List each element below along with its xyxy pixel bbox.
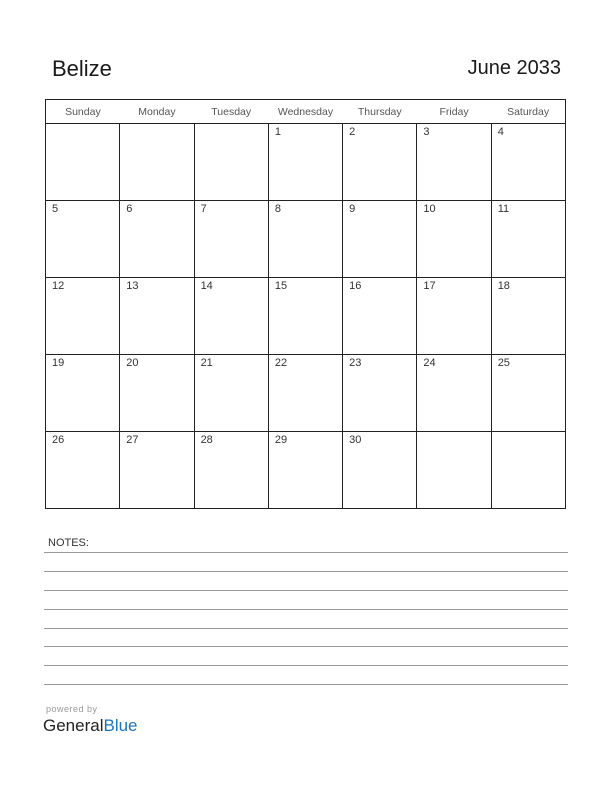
day-cell xyxy=(343,201,417,278)
day-cell xyxy=(491,201,565,278)
day-cell xyxy=(120,355,194,432)
calendar-grid xyxy=(45,99,566,509)
day-number: 30 xyxy=(349,434,362,446)
day-cell xyxy=(268,355,342,432)
day-number: 11 xyxy=(497,203,510,215)
day-cell xyxy=(120,432,194,509)
day-cell xyxy=(194,355,268,432)
day-cell xyxy=(46,201,120,278)
day-cell xyxy=(491,432,565,509)
day-number: 24 xyxy=(423,357,436,369)
day-number: 9 xyxy=(349,203,356,215)
day-cell xyxy=(46,278,120,355)
day-number xyxy=(492,432,565,434)
day-cell xyxy=(268,278,342,355)
day-number: 14 xyxy=(200,280,213,292)
day-cell xyxy=(417,432,491,509)
generalblue-logo xyxy=(43,716,138,736)
note-line xyxy=(44,552,568,553)
day-number: 1 xyxy=(274,126,281,138)
powered-by-text: powered by xyxy=(46,704,98,714)
day-cell xyxy=(194,201,268,278)
logo-blue-text: Blue xyxy=(103,716,138,735)
day-cell xyxy=(343,355,417,432)
day-number: 18 xyxy=(497,280,510,292)
weekday-monday: Monday xyxy=(120,100,194,124)
day-number: 25 xyxy=(497,357,510,369)
day-cell xyxy=(120,201,194,278)
day-number: 21 xyxy=(200,357,213,369)
weekday-tuesday: Tuesday xyxy=(194,100,268,124)
day-number: 2 xyxy=(349,126,356,138)
day-number: 8 xyxy=(274,203,281,215)
day-number: 26 xyxy=(52,434,65,446)
note-line xyxy=(44,609,568,610)
day-number: 15 xyxy=(274,280,288,292)
day-number xyxy=(46,124,119,126)
week-row xyxy=(46,432,566,509)
day-number xyxy=(120,124,193,126)
day-cell xyxy=(343,124,417,201)
note-line xyxy=(44,590,568,591)
day-cell xyxy=(417,124,491,201)
country-title: Belize xyxy=(52,56,112,81)
day-number: 17 xyxy=(423,280,436,292)
day-cell xyxy=(120,278,194,355)
day-cell xyxy=(268,124,342,201)
day-cell xyxy=(491,124,565,201)
day-number: 27 xyxy=(126,434,139,446)
week-row xyxy=(46,201,566,278)
week-row xyxy=(46,355,566,432)
day-cell xyxy=(268,432,342,509)
day-number: 20 xyxy=(126,357,139,369)
weekday-thursday: Thursday xyxy=(343,100,417,124)
day-cell xyxy=(417,201,491,278)
month-title: June 2033 xyxy=(467,57,561,79)
day-cell xyxy=(194,124,268,201)
day-number: 7 xyxy=(200,203,207,215)
logo-general-text: General xyxy=(43,716,104,735)
day-number: 13 xyxy=(126,280,139,292)
day-number xyxy=(417,432,490,434)
week-row xyxy=(46,278,566,355)
weekday-wednesday: Wednesday xyxy=(268,100,342,124)
day-cell xyxy=(46,355,120,432)
day-cell xyxy=(194,278,268,355)
day-cell xyxy=(417,355,491,432)
day-number: 19 xyxy=(52,357,65,369)
day-number: 12 xyxy=(52,280,65,292)
day-number: 4 xyxy=(497,126,504,138)
weekday-friday: Friday xyxy=(417,100,491,124)
day-cell xyxy=(46,124,120,201)
day-number: 3 xyxy=(423,126,430,138)
day-number xyxy=(195,124,268,126)
day-number: 23 xyxy=(349,357,362,369)
day-number: 16 xyxy=(349,280,362,292)
note-line xyxy=(44,646,568,647)
note-line xyxy=(44,665,568,666)
day-cell xyxy=(417,278,491,355)
day-number: 28 xyxy=(200,434,213,446)
weekday-saturday: Saturday xyxy=(491,100,565,124)
day-cell xyxy=(46,432,120,509)
weekday-sunday: Sunday xyxy=(46,100,120,124)
day-number: 5 xyxy=(52,203,59,215)
day-cell xyxy=(491,355,565,432)
day-cell xyxy=(268,201,342,278)
day-cell xyxy=(343,278,417,355)
notes-label: NOTES: xyxy=(48,537,89,549)
day-number: 6 xyxy=(126,203,133,215)
note-line xyxy=(44,684,568,685)
day-cell xyxy=(491,278,565,355)
note-line xyxy=(44,628,568,629)
day-cell xyxy=(120,124,194,201)
weekday-header-row xyxy=(46,100,566,124)
week-row xyxy=(46,124,566,201)
day-number: 29 xyxy=(274,434,288,446)
day-number: 10 xyxy=(423,203,436,215)
note-line xyxy=(44,571,568,572)
day-cell xyxy=(194,432,268,509)
day-number: 22 xyxy=(274,357,288,369)
day-cell xyxy=(343,432,417,509)
